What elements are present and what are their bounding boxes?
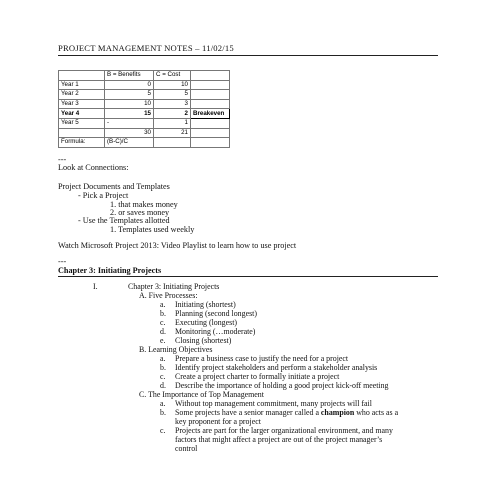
table-cell: B = Benefits bbox=[105, 71, 154, 81]
table-cell: 10 bbox=[154, 80, 191, 90]
list-item: Initiating (shortest) bbox=[175, 300, 236, 309]
list-item-marker: d. bbox=[160, 381, 166, 390]
table-row-breakeven bbox=[59, 109, 230, 119]
connections-title: Look at Connections: bbox=[58, 163, 129, 172]
table-cell: 5 bbox=[154, 90, 191, 100]
text-span: who acts as a bbox=[354, 408, 399, 417]
table-cell bbox=[59, 128, 105, 138]
list-item-marker: a. bbox=[160, 300, 166, 309]
table-cell: Year 2 bbox=[59, 90, 105, 100]
table-cell: 2 bbox=[154, 109, 191, 119]
table-cell bbox=[191, 80, 230, 90]
list-item-marker: b. bbox=[160, 408, 166, 417]
table-row bbox=[59, 99, 230, 109]
table-cell: 10 bbox=[105, 99, 154, 109]
list-item: Describe the importance of holding a good project kick-off meeting bbox=[175, 381, 389, 390]
table-cell: 3 bbox=[154, 99, 191, 109]
table-cell: 21 bbox=[154, 128, 191, 138]
table-cell: Year 1 bbox=[59, 80, 105, 90]
table-row bbox=[59, 90, 230, 100]
list-item-marker: c. bbox=[160, 318, 166, 327]
list-item: - Pick a Project bbox=[78, 191, 129, 200]
text-span: Some projects have a senior manager called a bbox=[175, 408, 321, 417]
cost-benefit-table bbox=[58, 70, 230, 148]
table-cell bbox=[191, 118, 230, 128]
table-cell: 15 bbox=[105, 109, 154, 119]
list-item-continuation: control bbox=[175, 444, 198, 453]
list-item: Identify project stakeholders and perform a stakeholder analysis bbox=[175, 363, 378, 372]
table-cell: Year 5 bbox=[59, 118, 105, 128]
separator: --- bbox=[58, 257, 67, 266]
table-cell: 0 bbox=[105, 80, 154, 90]
champion-term: champion bbox=[320, 408, 355, 417]
table-cell: Year 3 bbox=[59, 99, 105, 109]
list-item-marker: b. bbox=[160, 363, 166, 372]
connections-intro: Project Documents and Templates bbox=[58, 182, 170, 191]
table-cell bbox=[191, 71, 230, 81]
list-item-marker: d. bbox=[160, 327, 166, 336]
table-cell: - bbox=[105, 118, 154, 128]
table-row-formula bbox=[59, 138, 230, 148]
table-header-row bbox=[59, 71, 230, 81]
chapter-heading: Chapter 3: Initiating Projects bbox=[58, 266, 162, 275]
list-item: Executing (longest) bbox=[175, 318, 238, 327]
list-item: Planning (second longest) bbox=[175, 309, 257, 318]
table-cell bbox=[154, 138, 191, 148]
list-item: Without top management commitment, many projects will fail bbox=[175, 399, 372, 408]
table-cell: Formula: bbox=[59, 138, 105, 148]
list-item-marker: a. bbox=[160, 399, 166, 408]
list-item-marker: c. bbox=[160, 426, 166, 435]
list-item-continuation: key proponent for a project bbox=[175, 417, 261, 426]
table-cell bbox=[191, 90, 230, 100]
watch-note: Watch Microsoft Project 2013: Video Playlist to learn how to use project bbox=[58, 241, 297, 250]
table-cell: (B-C)/C bbox=[105, 138, 154, 148]
list-item: 1. that makes money bbox=[110, 200, 178, 209]
list-item: Monitoring (…moderate) bbox=[175, 327, 256, 336]
breakeven-label: Breakeven bbox=[191, 109, 230, 119]
table-cell: Year 4 bbox=[59, 109, 105, 119]
list-item: Prepare a business case to justify the need for a project bbox=[175, 354, 349, 363]
list-item: Create a project charter to formally initiate a project bbox=[175, 372, 340, 381]
chapter-rule bbox=[58, 276, 438, 277]
header-rule bbox=[58, 55, 438, 56]
list-item-marker: b. bbox=[160, 309, 166, 318]
separator: --- bbox=[58, 155, 67, 164]
list-item: Closing (shortest) bbox=[175, 336, 232, 345]
outline-section-c: C. The Importance of Top Management bbox=[139, 390, 264, 399]
list-item-marker: a. bbox=[160, 354, 166, 363]
list-item: 2. or saves money bbox=[110, 208, 170, 217]
page-header: PROJECT MANAGEMENT NOTES – 11/02/15 bbox=[58, 43, 234, 53]
table-cell bbox=[191, 128, 230, 138]
table-row bbox=[59, 80, 230, 90]
list-item-marker: c. bbox=[160, 372, 166, 381]
table-cell: 5 bbox=[105, 90, 154, 100]
table-cell: C = Cost bbox=[154, 71, 191, 81]
table-cell: 1 bbox=[154, 118, 191, 128]
table-cell: 30 bbox=[105, 128, 154, 138]
list-item-continuation: factors that might affect a project are out of the project manager’s bbox=[175, 435, 383, 444]
list-item-marker: e. bbox=[160, 336, 166, 345]
list-item: 1. Templates used weekly bbox=[110, 225, 195, 234]
list-item: Projects are part for the larger organizational environment, and many bbox=[175, 426, 393, 435]
table-row bbox=[59, 118, 230, 128]
table-cell bbox=[191, 99, 230, 109]
outline-section-b: B. Learning Objectives bbox=[139, 345, 213, 354]
outline-heading: Chapter 3: Initiating Projects bbox=[128, 282, 220, 291]
table-cell bbox=[191, 138, 230, 148]
table-row-totals bbox=[59, 128, 230, 138]
list-item: - Use the Templates allotted bbox=[78, 216, 170, 225]
table-cell bbox=[59, 71, 105, 81]
outline-number: I. bbox=[93, 282, 98, 291]
outline-section-a: A. Five Processes: bbox=[139, 291, 198, 300]
